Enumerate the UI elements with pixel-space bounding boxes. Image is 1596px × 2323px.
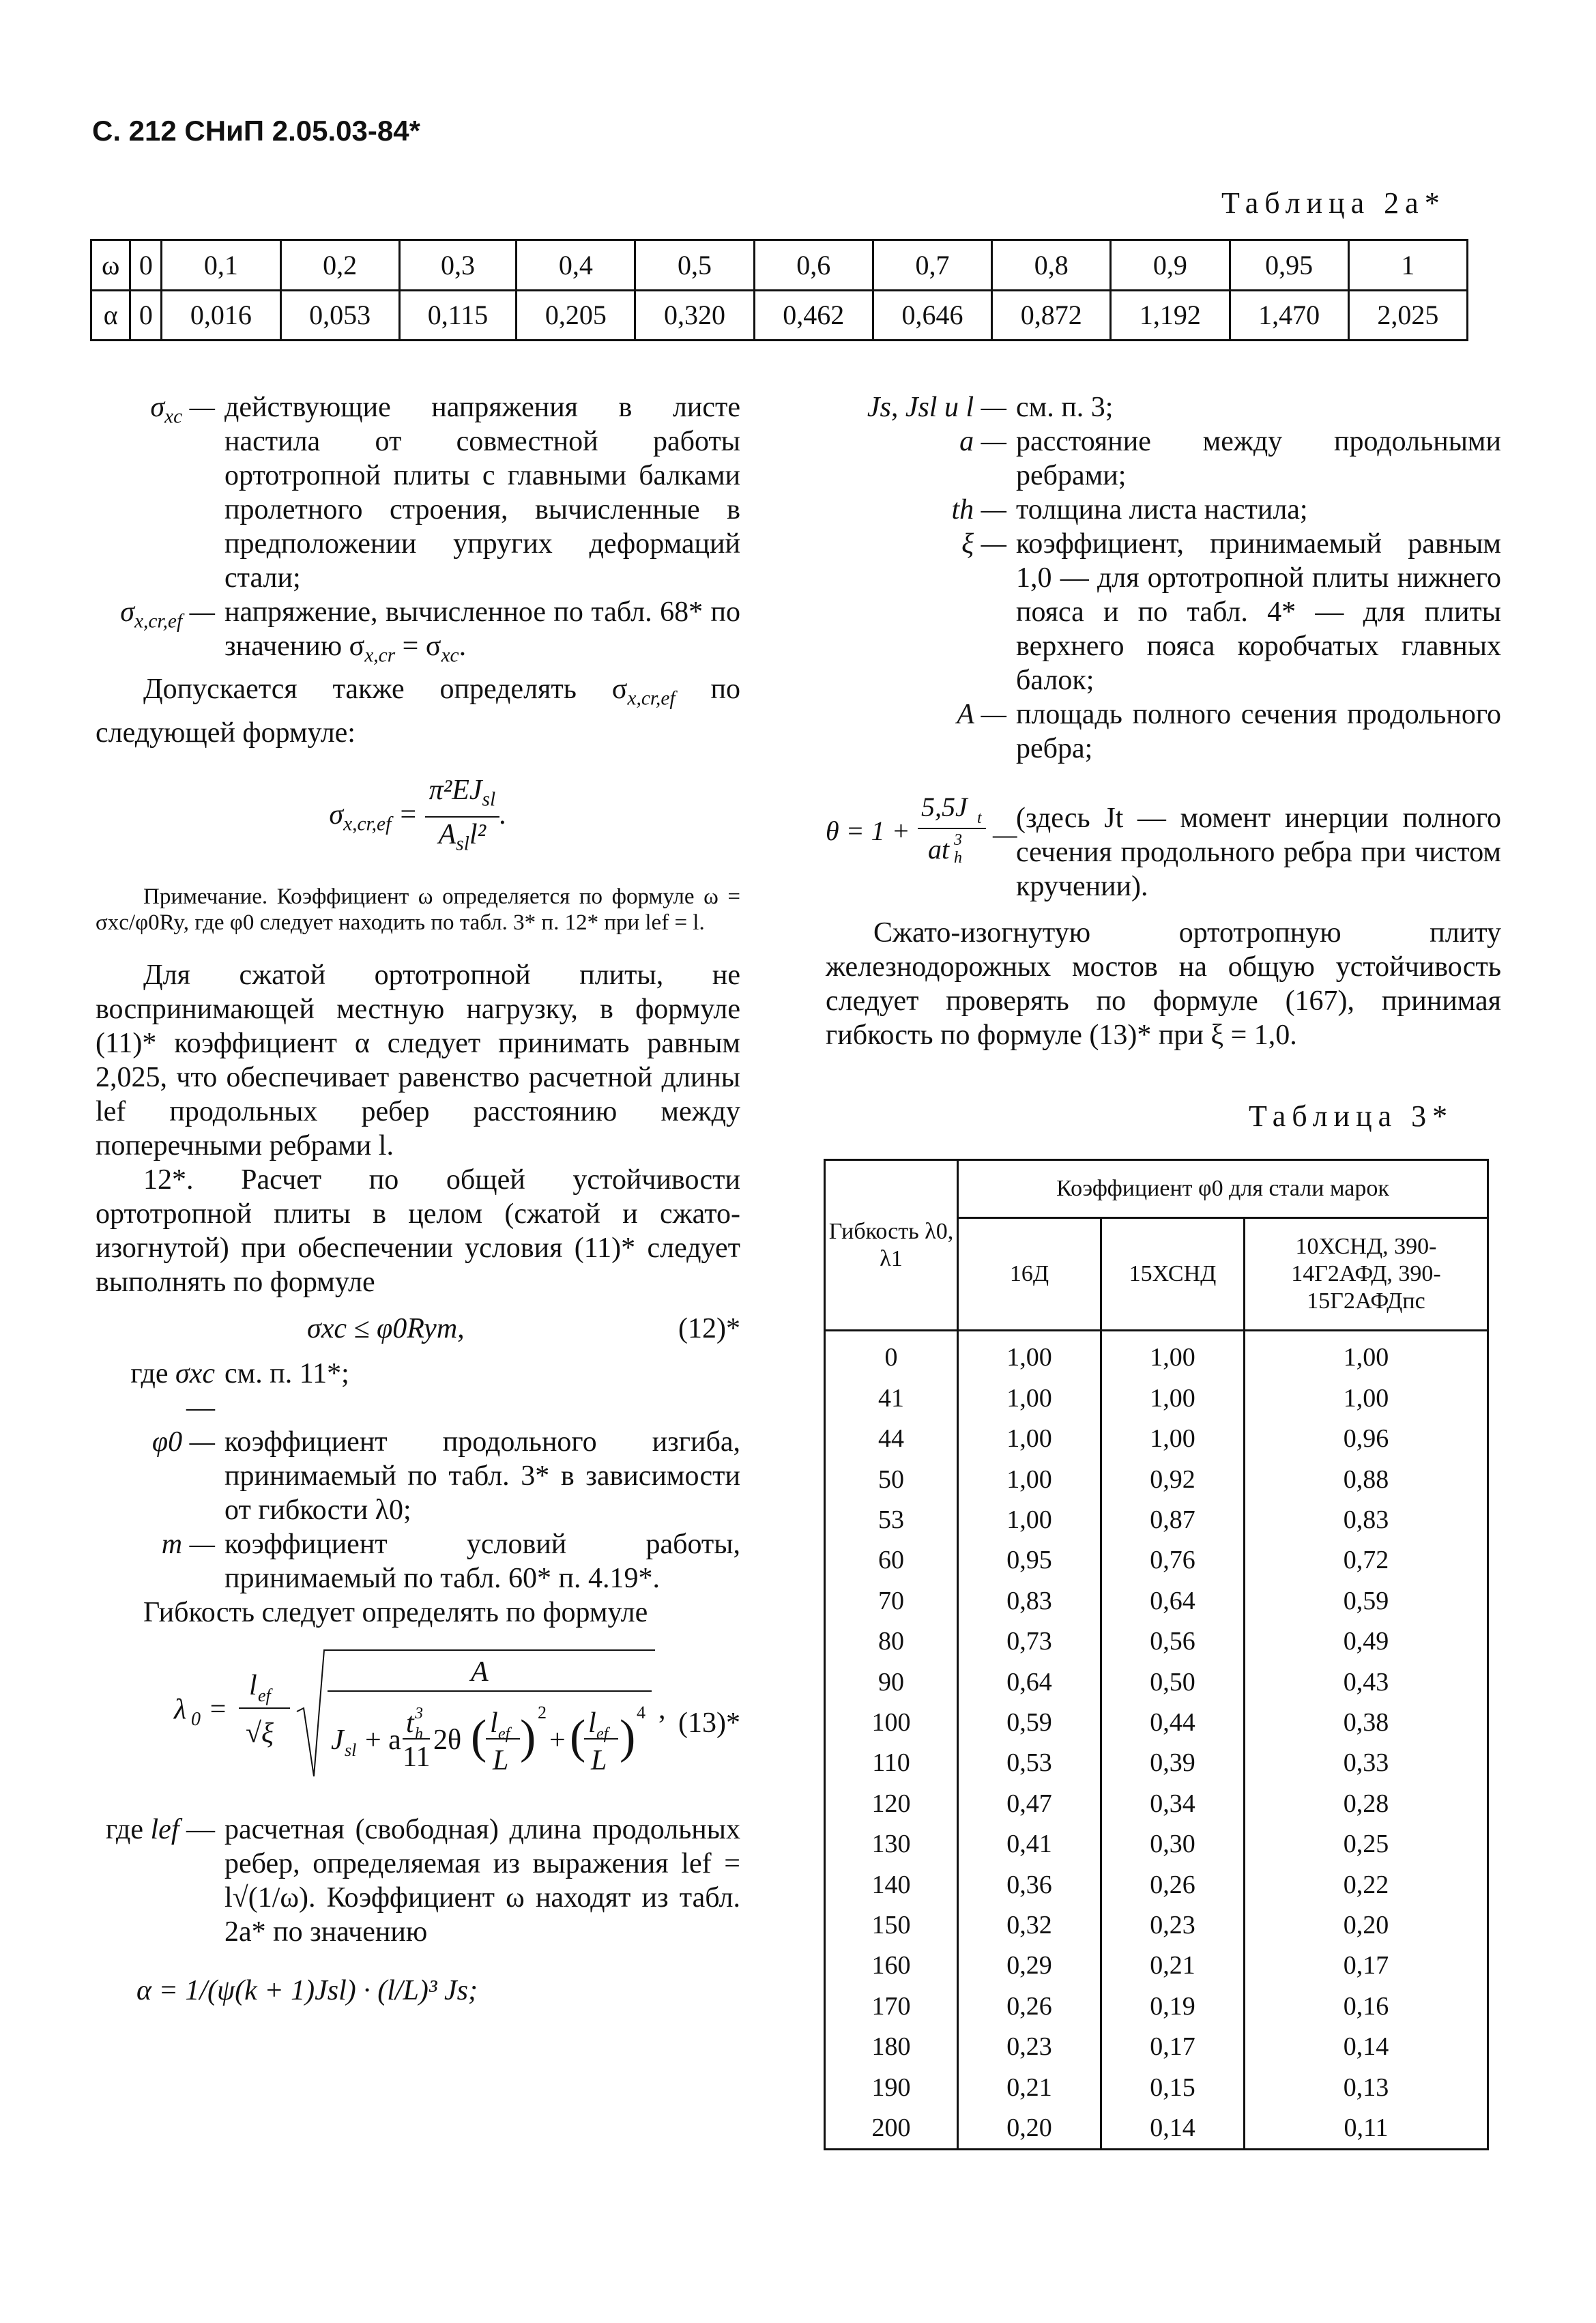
- svg-text:,: ,: [658, 1693, 666, 1725]
- table-2a-cell: 0,95: [1230, 240, 1348, 291]
- table-3-cell: 1,00: [958, 1331, 1101, 1378]
- table-2a-cell: 0,9: [1111, 240, 1230, 291]
- svg-text:3: 3: [415, 1704, 423, 1722]
- table-3-cell: 0,21: [1101, 1946, 1245, 1986]
- table-2a-cell: ω: [91, 240, 130, 291]
- def-area: A — площадь полного сечения продольного ребра;: [957, 699, 1501, 764]
- table-3-cell: 130: [825, 1823, 958, 1864]
- where-m: m — коэффициент условий работы, принимаемый по табл. 60* п. 4.19*.: [161, 1528, 740, 1594]
- svg-text:√ξ: √ξ: [246, 1717, 274, 1749]
- table-3-cell: 200: [825, 2107, 958, 2149]
- table-3-cell: 1,00: [958, 1378, 1101, 1418]
- table-3-cell: 1,00: [958, 1459, 1101, 1499]
- table-3-cell: 0,59: [958, 1702, 1101, 1742]
- svg-text:t: t: [406, 1707, 414, 1739]
- table-3-row: [825, 1621, 1488, 1661]
- table-3-row: [825, 1743, 1488, 1783]
- paragraph-allowed: Допускается также определять $\sigma_{x,cr,ef}$ по следующей формуле:: [96, 674, 740, 749]
- table-3-cell: 80: [825, 1621, 958, 1661]
- table-3-cell: 0,36: [958, 1864, 1101, 1905]
- table-3-row: [825, 1864, 1488, 1905]
- table-3-cell: 1,00: [1245, 1378, 1488, 1418]
- table-3-cell: 50: [825, 1459, 958, 1499]
- table-3-cell: 140: [825, 1864, 958, 1905]
- svg-text:sl: sl: [345, 1740, 357, 1760]
- where-sigma: где σxc — см. п. 11*;: [130, 1357, 349, 1424]
- table-2a-cell: 0,872: [992, 290, 1111, 341]
- def-xi: ξ — коэффициент, принимаемый равным 1,0 — для ортотропной плиты нижнего пояса и по табл. 4* — для плиты верхнего пояса коробчатых главных балок;: [961, 528, 1501, 696]
- table-2a: [90, 239, 1468, 341]
- table-3-cell: 0,41: [958, 1823, 1101, 1864]
- table-3-cell: 0,59: [1245, 1581, 1488, 1621]
- svg-text:2: 2: [538, 1702, 547, 1722]
- definition-sigma-xc: $\sigma_{xc}$ — действующие напряжения в листе настила от совместной работы ортотропной плиты с главными балками пролетного строения, вычисленные в предположении упругих деформаций стали;: [150, 392, 740, 594]
- table-3-header-15xsnd: 15ХСНД: [1101, 1218, 1245, 1331]
- table-3-cell: 170: [825, 1986, 958, 2026]
- table-3-row: [825, 1459, 1488, 1499]
- table-3-cell: 0,21: [958, 2067, 1101, 2107]
- paragraph-12: 12*. Расчет по общей устойчивости ортотропной плиты в целом (сжатой и сжато-изогнутой) при обеспечении условия (11)* следует выполнять по формуле: [96, 1164, 740, 1298]
- table-2a-cell: 1: [1348, 240, 1467, 291]
- table-3-cell: 60: [825, 1540, 958, 1581]
- svg-text:+: +: [549, 1724, 566, 1756]
- table-3-cell: 1,00: [1101, 1418, 1245, 1458]
- svg-text:h: h: [415, 1725, 423, 1743]
- table-3-cell: 1,00: [958, 1418, 1101, 1458]
- table-2a-cell: 0,016: [162, 290, 280, 341]
- table-3-row: [825, 1418, 1488, 1458]
- table-3-cell: 44: [825, 1418, 958, 1458]
- table-3-row: [825, 2026, 1488, 2066]
- table-3-cell: 0,20: [958, 2107, 1101, 2149]
- table-3-cell: 0,34: [1101, 1783, 1245, 1823]
- table-2a-cell: 0,7: [873, 240, 991, 291]
- table-2a-cell: 0,646: [873, 290, 991, 341]
- table-3-cell: 0,92: [1101, 1459, 1245, 1499]
- table-3-cell: 1,00: [1101, 1331, 1245, 1378]
- table-3-cell: 0,11: [1245, 2107, 1488, 2149]
- table-3-row: [825, 1499, 1488, 1540]
- theta-formula: [826, 775, 1017, 867]
- table-3: [824, 1159, 1489, 2150]
- table-3-cell: 0,17: [1101, 2026, 1245, 2066]
- table-2a-cell: 0,3: [399, 240, 516, 291]
- table-3-caption: Таблица 3*: [1249, 1099, 1454, 1133]
- def-th: th — толщина листа настила;: [951, 494, 1308, 525]
- where-lef: где lef — расчетная (свободная) длина продольных ребер, определяемая из выражения lef = l√(1/ω). Коэффициент ω находят из табл. 2а* по значению: [105, 1813, 740, 1948]
- page-header: С. 212 СНиП 2.05.03-84*: [92, 115, 420, 147]
- table-3-cell: 0,32: [958, 1905, 1101, 1945]
- table-3-cell: 0,76: [1101, 1540, 1245, 1581]
- svg-text:(: (: [471, 1710, 487, 1763]
- svg-text:4: 4: [637, 1702, 645, 1722]
- table-3-cell: 0,44: [1101, 1702, 1245, 1742]
- table-2a-cell: 0,205: [517, 290, 635, 341]
- note: Примечание. Коэффициент ω определяется по формуле ω = σxc/φ0Ry, где φ0 следует находить по табл. 3* п. 12* при lef = l.: [96, 884, 740, 935]
- table-3-row: [825, 2067, 1488, 2107]
- table-3-cell: 0,64: [958, 1662, 1101, 1702]
- formula-alpha: α = 1/(ψ(k + 1)Jsl) · (l/L)³ Js;: [136, 1974, 478, 2006]
- table-2a-cell: 1,470: [1230, 290, 1348, 341]
- table-3-cell: 0,56: [1101, 1621, 1245, 1661]
- table-3-cell: 0,28: [1245, 1783, 1488, 1823]
- table-2a-cell: 2,025: [1348, 290, 1467, 341]
- svg-text:L: L: [493, 1744, 509, 1776]
- table-3-cell: 0,26: [958, 1986, 1101, 2026]
- svg-text:=: =: [208, 1693, 228, 1725]
- table-3-row: [825, 1331, 1488, 1378]
- svg-text:5,5J: 5,5J: [921, 792, 968, 822]
- svg-text:(: (: [570, 1710, 586, 1763]
- paragraph-compressed: Для сжатой ортотропной плиты, не воспринимающей местную нагрузку, в формуле (11)* коэффициент α следует принимать равным 2,025, что обеспечивает равенство расчетной длины lef продольных ребер расстоянию между поперечными ребрами l.: [96, 959, 740, 1162]
- table-3-cell: 0,39: [1101, 1743, 1245, 1783]
- definition-sigma-xcref: $\sigma_{x,cr,ef}$ — напряжение, вычисленное по табл. 68* по значению $\sigma_{x,cr} = \sigma_{xc}$.: [120, 596, 740, 667]
- formula-13: λ 0 = l ef √ξ A J sl + a t 3 h 11 2θ ( l ef L ) 2 + ( l ef L ) 4 , (13)*: [96, 1630, 740, 1787]
- table-3-cell: 41: [825, 1378, 958, 1418]
- table-3-cell: 160: [825, 1946, 958, 1986]
- table-3-cell: 0,88: [1245, 1459, 1488, 1499]
- svg-text:l: l: [249, 1669, 257, 1701]
- def-theta: θ = 1 + 5,5J t at 3 h — (здесь Jt — момент инерции полного сечения продольного ребра при чистом кручении).: [826, 775, 1501, 904]
- table-2a-row: [91, 290, 1468, 341]
- table-3-cell: 0,26: [1101, 1864, 1245, 1905]
- svg-text:λ: λ: [174, 1693, 187, 1725]
- table-2a-caption: Таблица 2а*: [1221, 186, 1446, 220]
- left-column: [96, 390, 740, 2021]
- formula-12: σxc ≤ φ0Rym, (12)*: [307, 1312, 740, 1344]
- right-column: [826, 390, 1501, 1052]
- table-3-cell: 1,00: [1101, 1378, 1245, 1418]
- table-3-cell: 100: [825, 1702, 958, 1742]
- table-3-row: [825, 1823, 1488, 1864]
- table-3-row: [825, 1986, 1488, 2026]
- table-2a-cell: 0,5: [635, 240, 754, 291]
- table-3-cell: 0,16: [1245, 1986, 1488, 2026]
- table-3-header-10xsnd: 10ХСНД, 390-14Г2АФД, 390-15Г2АФДпс: [1245, 1218, 1488, 1331]
- table-3-cell: 110: [825, 1743, 958, 1783]
- table-2a-cell: 0,320: [635, 290, 754, 341]
- table-3-cell: 0,19: [1101, 1986, 1245, 2026]
- table-2a-cell: 0,053: [280, 290, 399, 341]
- table-3-cell: 0,30: [1101, 1823, 1245, 1864]
- svg-text:11: 11: [403, 1741, 431, 1773]
- svg-text:ef: ef: [498, 1725, 510, 1743]
- table-2a-cell: 0,1: [162, 240, 280, 291]
- table-3-cell: 0,14: [1101, 2107, 1245, 2149]
- table-3-cell: 150: [825, 1905, 958, 1945]
- table-3-row: [825, 1581, 1488, 1621]
- table-3-cell: 180: [825, 2026, 958, 2066]
- svg-text:): ): [520, 1710, 536, 1763]
- table-3-cell: 0,50: [1101, 1662, 1245, 1702]
- table-2a-cell: 0,2: [280, 240, 399, 291]
- table-3-cell: 0,72: [1245, 1540, 1488, 1581]
- table-3-cell: 90: [825, 1662, 958, 1702]
- table-3-cell: 0,64: [1101, 1581, 1245, 1621]
- svg-text:2θ: 2θ: [433, 1724, 462, 1756]
- table-3-cell: 0,83: [1245, 1499, 1488, 1540]
- table-2a-row: [91, 240, 1468, 291]
- table-3-cell: 0,87: [1101, 1499, 1245, 1540]
- table-3-cell: 0,47: [958, 1783, 1101, 1823]
- def-a: a — расстояние между продольными ребрами;: [959, 426, 1501, 491]
- svg-text:A: A: [471, 1656, 489, 1688]
- table-2a-cell: 1,192: [1111, 290, 1230, 341]
- table-3-cell: 0,33: [1245, 1743, 1488, 1783]
- table-3-cell: 190: [825, 2067, 958, 2107]
- svg-text:ef: ef: [596, 1725, 609, 1743]
- table-3-cell: 120: [825, 1783, 958, 1823]
- table-3-cell: 0,22: [1245, 1864, 1488, 1905]
- table-3-cell: 0,20: [1245, 1905, 1488, 1945]
- table-2a-cell: 0: [130, 290, 162, 341]
- table-3-cell: 0,25: [1245, 1823, 1488, 1864]
- table-3-cell: 0,53: [958, 1743, 1101, 1783]
- table-3-cell: 0,38: [1245, 1702, 1488, 1742]
- table-3-row: [825, 1378, 1488, 1418]
- table-3-cell: 70: [825, 1581, 958, 1621]
- table-3-row: [825, 1662, 1488, 1702]
- table-3-cell: 0,83: [958, 1581, 1101, 1621]
- table-2a-cell: 0,115: [399, 290, 516, 341]
- svg-text:l: l: [588, 1707, 596, 1739]
- table-3-cell: 0,96: [1245, 1418, 1488, 1458]
- svg-text:L: L: [591, 1744, 607, 1776]
- svg-text:0: 0: [191, 1708, 201, 1730]
- table-3-cell: 0,49: [1245, 1621, 1488, 1661]
- table-3-cell: 0: [825, 1331, 958, 1378]
- svg-text:+ a: + a: [365, 1724, 401, 1756]
- table-3-cell: 0,14: [1245, 2026, 1488, 2066]
- table-2a-cell: 0: [130, 240, 162, 291]
- table-3-cell: 1,00: [1245, 1331, 1488, 1378]
- table-3-cell: 53: [825, 1499, 958, 1540]
- table-3-cell: 0,73: [958, 1621, 1101, 1661]
- svg-text:ef: ef: [258, 1685, 271, 1705]
- table-3-cell: 1,00: [958, 1499, 1101, 1540]
- table-2a-cell: α: [91, 290, 130, 341]
- table-3-header-flex: Гибкость λ0, λ1: [825, 1160, 958, 1331]
- table-3-cell: 0,17: [1245, 1946, 1488, 1986]
- table-3-cell: 0,29: [958, 1946, 1101, 1986]
- table-3-cell: 0,23: [1101, 1905, 1245, 1945]
- table-2a-cell: 0,4: [517, 240, 635, 291]
- svg-text:at: at: [928, 834, 950, 865]
- svg-text:θ = 1 +: θ = 1 +: [826, 816, 910, 846]
- svg-text:3: 3: [954, 831, 962, 849]
- table-3-row: [825, 1905, 1488, 1945]
- paragraph-railway: Сжато-изогнутую ортотропную плиту железнодорожных мостов на общую устойчивость следует проверять по формуле (167), принимая гибкость по формуле (13)* при ξ = 1,0.: [826, 917, 1501, 1051]
- svg-text:l: l: [490, 1707, 498, 1739]
- table-2a-cell: 0,462: [754, 290, 873, 341]
- table-3-cell: 0,23: [958, 2026, 1101, 2066]
- formula-sigma-cr: $\sigma_{x,cr,ef}$ = $\pi^2EJ_{sl}$ $A_{sl}l^2$ .: [329, 774, 507, 855]
- def-js: Js, Jsl и l — см. п. 3;: [867, 392, 1114, 423]
- where-phi: φ0 — коэффициент продольного изгиба, принимаемый по табл. 3* в зависимости от гибкости λ0;: [151, 1426, 740, 1526]
- table-3-row: [825, 1783, 1488, 1823]
- table-3-cell: 0,43: [1245, 1662, 1488, 1702]
- table-3-header-coef: Коэффициент φ0 для стали марок: [958, 1160, 1488, 1218]
- svg-text:h: h: [954, 849, 962, 867]
- table-3-cell: 0,95: [958, 1540, 1101, 1581]
- table-3-row: [825, 2107, 1488, 2149]
- svg-text:J: J: [331, 1724, 344, 1756]
- table-3-cell: 0,15: [1101, 2067, 1245, 2107]
- svg-text:): ): [620, 1710, 636, 1763]
- table-3-header-16d: 16Д: [958, 1218, 1101, 1331]
- table-3-row: [825, 1946, 1488, 1986]
- table-3-row: [825, 1702, 1488, 1742]
- svg-text:—: —: [993, 819, 1017, 850]
- table-3-cell: 0,13: [1245, 2067, 1488, 2107]
- svg-text:t: t: [977, 809, 982, 827]
- table-2a-cell: 0,8: [992, 240, 1111, 291]
- table-3-row: [825, 1540, 1488, 1581]
- paragraph-flex: Гибкость следует определять по формуле: [143, 1596, 648, 1628]
- table-2a-cell: 0,6: [754, 240, 873, 291]
- formula-13-graphic: [96, 1630, 740, 1787]
